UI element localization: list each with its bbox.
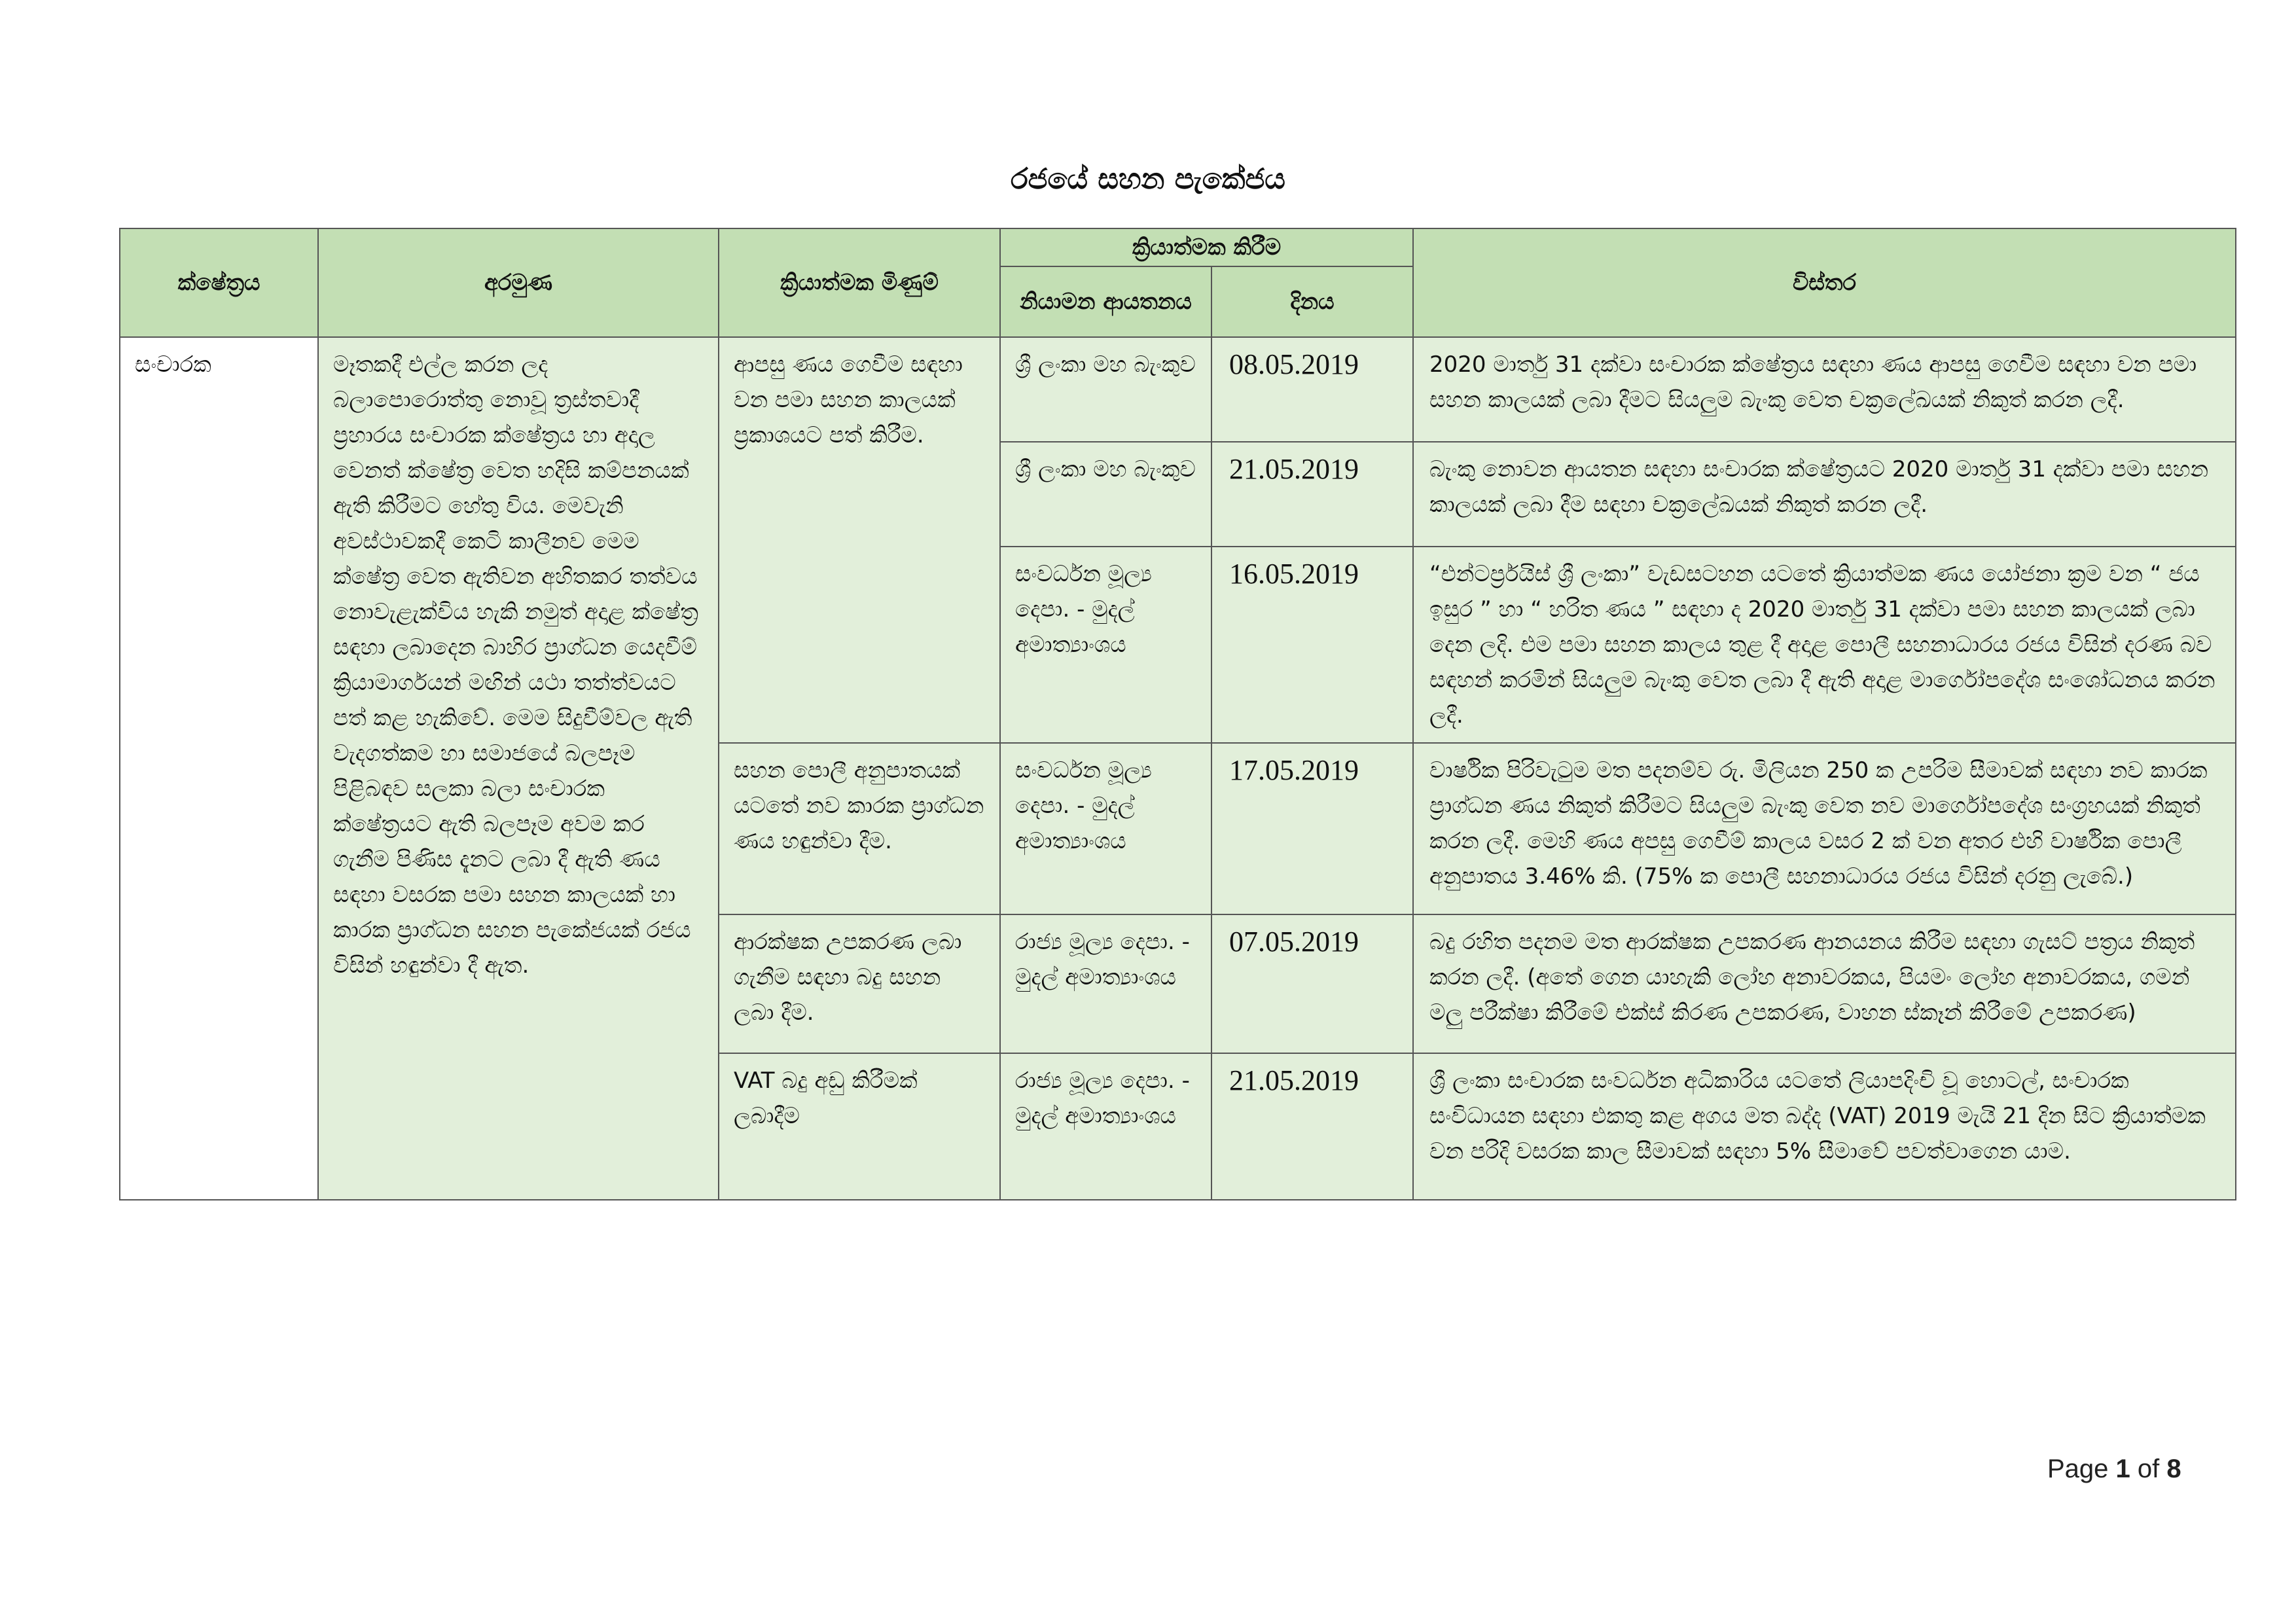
date-cell: 17.05.2019 xyxy=(1211,743,1413,914)
relief-package-table xyxy=(119,228,2236,1200)
institution-cell: සංවර්ධන මූල්‍ය දෙපා. - මුදල් අමාත්‍යාංශය xyxy=(1000,547,1211,743)
page-current: 1 xyxy=(2115,1454,2130,1483)
objective-cell: මෑතකදී එල්ල කරන ලද බලාපොරොත්තු නොවූ ත්‍රස්තවාදී ප්‍රහාරය සංචාරක ක්ෂේත්‍රය හා අදාල වෙනත් ක්ෂේත්‍ර වෙත හදිසි කම්පනයක් ඇති කිරීමට හේතු විය. මෙවැනි අවස්ථාවකදී කෙටි කාලීනව මෙම ක්ෂේත්‍ර වෙත ඇතිවන අහිතකර තත්වය නොවැළැක්විය හැකි නමුත් අදාළ ක්ෂේත්‍ර සඳහා ලබාදෙන බාහිර ප්‍රාග්ධන යෙදවීම් ක්‍රියාමාර්ගයන් මඟින් යථා තත්ත්වයට පත් කළ හැකිවේ. මෙම සිදුවීම්වල ඇති වැදගත්කම හා සමාජයේ බලපෑම පිළිබඳව සලකා බලා සංචාරක ක්ෂේත්‍රයට ඇති බලපෑම අවම කර ගැනීම පිණිස දැනට ලබා දී ඇති ණය සඳහා වසරක පමා සහන කාලයක් හා කාරක ප්‍රාග්ධන සහන පැකේජයක් රජය විසින් හඳුන්වා දී ඇත. xyxy=(318,337,719,1200)
action-cell-1: ආපසු ණය ගෙවීම සඳහා වන පමා සහන කාලයක් ප්‍රකාශයට පත් කිරීම. xyxy=(719,337,1000,743)
page-number xyxy=(2047,1454,2181,1484)
date-cell: 08.05.2019 xyxy=(1211,337,1413,442)
details-cell: 2020 මාර්තු 31 දක්වා සංචාරක ක්ෂේත්‍රය සඳහා ණය ආපසු ගෙවීම සඳහා වන පමා සහන කාලයක් ලබා දීමට සියලුම බැංකු වෙත චක්‍රලේඛයක් නිකුත් කරන ලදී. xyxy=(1413,337,2236,442)
page-total: 8 xyxy=(2166,1454,2181,1483)
page-prefix: Page xyxy=(2047,1454,2109,1483)
date-cell: 16.05.2019 xyxy=(1211,547,1413,743)
date-cell: 21.05.2019 xyxy=(1211,442,1413,547)
action-cell-2: සහන පොලී අනුපාතයක් යටතේ නව කාරක ප්‍රාග්ධන ණය හඳුන්වා දීම. xyxy=(719,743,1000,914)
institution-cell: රාජ්‍ය මූල්‍ය දෙපා. - මුදල් අමාත්‍යාංශය xyxy=(1000,1053,1211,1200)
action-cell-4: VAT බදු අඩු කිරීමක් ලබාදීම xyxy=(719,1053,1000,1200)
institution-cell: ශ්‍රී ලංකා මහ බැංකුව xyxy=(1000,442,1211,547)
details-cell: බැංකු නොවන ආයතන සඳහා සංචාරක ක්ෂේත්‍රයට 2020 මාර්තු 31 දක්වා පමා සහන කාලයක් ලබා දීම සඳහා චක්‍රලේඛයක් නිකුත් කරන ලදී. xyxy=(1413,442,2236,547)
header-action: ක්‍රියාත්මක මිණුම් xyxy=(719,228,1000,337)
details-cell: බදු රහිත පදනම මත ආරක්ෂක උපකරණ ආනයනය කිරීම සඳහා ගැසට් පත්‍රය නිකුත් කරන ලදී. (අතේ ගෙන යාහැකි ලෝහ අනාවරකය, පියමං ලෝහ අනාවරකය, ගමන් මලු පරීක්ෂා කිරීමේ එක්ස් කිරණ උපකරණ, වාහන ස්කෑන් කිරීමේ උපකරණ) xyxy=(1413,914,2236,1053)
header-details: විස්තර xyxy=(1413,228,2236,337)
header-sector: ක්ෂේත්‍රය xyxy=(120,228,318,337)
date-cell: 21.05.2019 xyxy=(1211,1053,1413,1200)
header-institution: නියාමන ආයතනය xyxy=(1000,266,1211,337)
sector-cell: සංචාරක xyxy=(120,337,318,1200)
institution-cell: ශ්‍රී ලංකා මහ බැංකුව xyxy=(1000,337,1211,442)
details-cell: “එන්ටර්ප්‍රයිස් ශ්‍රී ලංකා” වැඩසටහන යටතේ ක්‍රියාත්මක ණය යෝජනා ක්‍රම වන “ ජය ඉසුර ” හා “ හරිත ණය ” සඳහා ද 2020 මාර්තු 31 දක්වා පමා සහන කාලයක් ලබා දෙන ලදි. එම පමා සහන කාලය තුළ දී අදාළ පොලී සහනාධාරය රජය විසින් දරණ බව සඳහන් කරමින් සියලුම බැංකු වෙත ලබා දී ඇති අදාළ මාර්ගෝපදේශ සංශෝධනය කරන ලදී. xyxy=(1413,547,2236,743)
details-cell: වාර්ෂික පිරිවැටුම මත පදනම්ව රු. මිලියන 250 ක උපරිම සීමාවක් සඳහා නව කාරක ප්‍රාග්ධන ණය නිකුත් කිරීමට සියලුම බැංකු වෙත නව මාර්ගෝපදේශ සංග්‍රහයක් නිකුත් කරන ලදී. මෙහි ණය අපසු ගෙවීම් කාලය වසර 2 ක් වන අතර එහි වාර්ෂික පොලී අනුපාතය 3.46% කි. (75% ක පොලී සහනාධාරය රජය විසින් දරනු ලැබේ.) xyxy=(1413,743,2236,914)
action-cell-3: ආරක්ෂක උපකරණ ලබා ගැනීම සඳහා බදු සහන ලබා දීම. xyxy=(719,914,1000,1053)
institution-cell: රාජ්‍ය මූල්‍ය දෙපා. - මුදල් අමාත්‍යාංශය xyxy=(1000,914,1211,1053)
header-objective: අරමුණ xyxy=(318,228,719,337)
page-title: රජයේ සහන පැකේජය xyxy=(1011,162,1285,196)
institution-cell: සංවර්ධන මූල්‍ය දෙපා. - මුදල් අමාත්‍යාංශය xyxy=(1000,743,1211,914)
date-cell: 07.05.2019 xyxy=(1211,914,1413,1053)
header-date: දිනය xyxy=(1211,266,1413,337)
header-implementation: ක්‍රියාත්මක කිරීම xyxy=(1000,228,1413,266)
page-of: of xyxy=(2137,1454,2160,1483)
details-cell: ශ්‍රී ලංකා සංචාරක සංවර්ධන අධිකාරිය යටතේ ලියාපදිංචි වූ හොටල්, සංචාරක සංවිධායන සඳහා එකතු කළ අගය මත බද්ද (VAT) 2019 මැයි 21 දින සිට ක්‍රියාත්මක වන පරිදි වසරක කාල සීමාවක් සඳහා 5% සීමාවේ පවත්වාගෙන යාම. xyxy=(1413,1053,2236,1200)
